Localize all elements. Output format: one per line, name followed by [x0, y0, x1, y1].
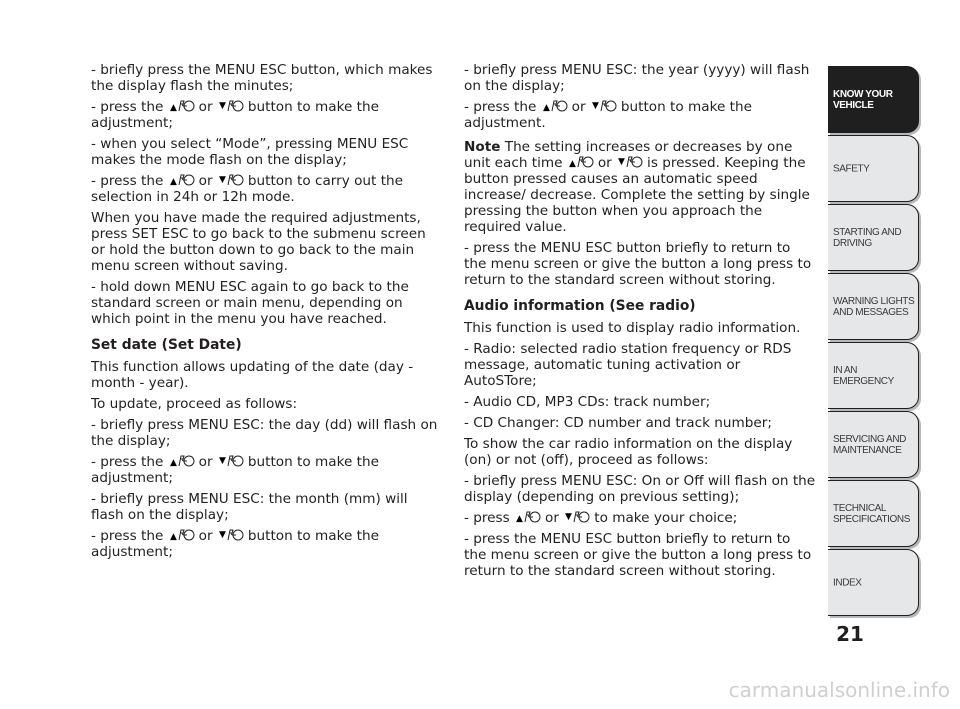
tab-label: SAFETY [833, 163, 870, 174]
section-heading: Audio information (See radio) [464, 298, 696, 314]
paragraph [91, 99, 441, 131]
down-button-icon [565, 510, 592, 523]
up-button-icon [170, 99, 197, 112]
tab-safety[interactable] [828, 135, 919, 202]
svg-text:▼: ▼ [218, 456, 226, 466]
paragraph: - when you select “Mode”, pressing MENU ESC makes the mode flash on the display; [91, 136, 409, 168]
down-button-icon [219, 99, 246, 112]
paragraph [464, 99, 816, 131]
svg-text:▲: ▲ [169, 458, 177, 467]
text: button to make the adjustment; [91, 454, 379, 486]
section-heading: Set date (Set Date) [91, 337, 242, 353]
text: or [571, 99, 586, 115]
tab-starting-and-driving[interactable] [828, 204, 919, 271]
tab-label: IN AN EMERGENCY [833, 364, 894, 387]
down-button-icon [219, 173, 246, 186]
text: to make your choice; [594, 510, 738, 526]
paragraph: - briefly press the MENU ESC button, which makes the display flash the minutes; [91, 62, 433, 94]
tab-warning-lights[interactable] [828, 273, 919, 340]
chapter-tabs [828, 66, 919, 618]
paragraph: - press the MENU ESC button briefly to return to the menu screen or give the button a long press to return to the standard screen without storing. [464, 531, 812, 579]
note-paragraph [464, 139, 816, 235]
paragraph: To show the car radio information on the display (on) or not (off), proceed as follows: [464, 436, 793, 468]
svg-text:▲: ▲ [169, 532, 177, 541]
paragraph: - Audio CD, MP3 CDs: track number; [464, 394, 711, 410]
up-button-icon [543, 99, 570, 112]
svg-text:▼: ▼ [591, 101, 599, 111]
left-column [91, 62, 441, 565]
text: or [198, 99, 213, 115]
tab-label: TECHNICAL SPECIFICATIONS [833, 502, 911, 525]
svg-text:▼: ▼ [565, 512, 573, 522]
text: - press the [91, 454, 164, 470]
up-button-icon [170, 528, 197, 541]
paragraph [91, 173, 441, 205]
text: or [597, 155, 612, 171]
right-column [464, 62, 816, 584]
note-label: Note [464, 139, 501, 155]
text: The setting increases or decreases by one unit each time [464, 139, 793, 171]
paragraph: - briefly press MENU ESC: the day (dd) will flash on the display; [91, 417, 438, 449]
paragraph: To update, proceed as follows: [91, 396, 298, 412]
paragraph: - briefly press MENU ESC: On or Off will flash on the display (depending on previous setting); [464, 473, 816, 505]
svg-text:▲: ▲ [542, 103, 550, 112]
tab-technical-specifications[interactable] [828, 480, 919, 547]
paragraph [464, 510, 816, 526]
up-button-icon [516, 510, 543, 523]
tab-label: STARTING AND DRIVING [833, 226, 902, 249]
paragraph: - hold down MENU ESC again to go back to the standard screen or main menu, depending on which point in the menu you have reached. [91, 279, 409, 327]
svg-text:▼: ▼ [618, 157, 625, 167]
tab-know-your-vehicle[interactable] [828, 66, 919, 133]
paragraph: - press the MENU ESC button briefly to return to the menu screen or give the button a long press to return to the standard screen without storing. [464, 240, 812, 288]
watermark: carmanualsonline.info [728, 678, 950, 702]
text: button to make the adjustment; [91, 99, 379, 131]
svg-text:▼: ▼ [218, 175, 226, 185]
paragraph: - briefly press MENU ESC: the month (mm) will flash on the display; [91, 491, 408, 523]
tab-label: KNOW YOUR VEHICLE [833, 88, 893, 111]
text: or [545, 510, 559, 526]
tab-in-an-emergency[interactable] [828, 342, 919, 409]
text: button to carry out the selection in 24h or 12h mode. [91, 173, 404, 205]
svg-text:▼: ▼ [218, 530, 226, 540]
text: - press the [464, 99, 537, 115]
text: - press the [91, 99, 164, 115]
paragraph: This function allows updating of the date (day - month - year). [91, 359, 414, 391]
paragraph: When you have made the required adjustments, press SET ESC to go back to the submenu screen or hold the button down to go back to the main menu screen without saving. [91, 210, 426, 274]
text: - press the [91, 528, 164, 544]
svg-text:▲: ▲ [169, 177, 177, 186]
text: button to make the adjustment; [91, 528, 379, 560]
text: - press [464, 510, 510, 526]
text: or [198, 528, 213, 544]
down-button-icon [618, 155, 645, 168]
down-button-icon [219, 528, 246, 541]
paragraph: - CD Changer: CD number and track number; [464, 415, 772, 431]
down-button-icon [219, 454, 246, 467]
up-button-icon [170, 173, 197, 186]
svg-text:▲: ▲ [568, 159, 576, 168]
tab-label: INDEX [833, 577, 862, 588]
text: or [198, 173, 213, 189]
tab-servicing-and-maintenance[interactable] [828, 411, 919, 478]
text: - press the [91, 173, 164, 189]
paragraph: This function is used to display radio information. [464, 320, 801, 336]
up-button-icon [569, 155, 596, 168]
text: is pressed. Keeping the button pressed causes an automatic speed increase/ decrease. Complete the setting by single pressing the button when you approach the required value. [464, 155, 810, 235]
text: button to make the adjustment. [464, 99, 752, 131]
paragraph [91, 454, 441, 486]
page-number: 21 [836, 622, 864, 646]
paragraph [91, 528, 441, 560]
tab-index[interactable] [828, 549, 919, 616]
tab-label: WARNING LIGHTS AND MESSAGES [833, 295, 915, 318]
svg-text:▲: ▲ [516, 514, 523, 523]
tab-label: SERVICING AND MAINTENANCE [833, 433, 906, 456]
paragraph: - briefly press MENU ESC: the year (yyyy) will flash on the display; [464, 62, 810, 94]
text: or [198, 454, 213, 470]
svg-text:▲: ▲ [169, 103, 177, 112]
down-button-icon [592, 99, 619, 112]
up-button-icon [170, 454, 197, 467]
svg-text:▼: ▼ [218, 101, 226, 111]
paragraph: - Radio: selected radio station frequency or RDS message, automatic tuning activation or AutoSTore; [464, 341, 792, 389]
